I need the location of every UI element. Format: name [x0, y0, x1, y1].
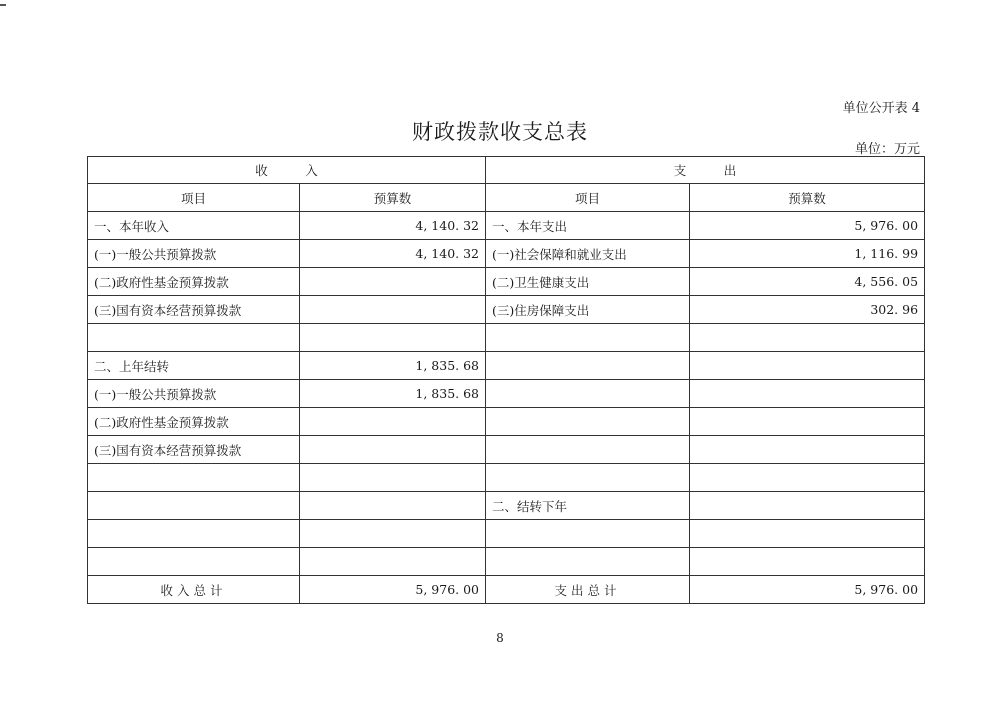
expense-value: 302. 96 [690, 296, 925, 324]
income-value [300, 324, 486, 352]
table-row [88, 408, 925, 436]
table-row [88, 240, 925, 268]
expense-value [690, 324, 925, 352]
income-value [300, 548, 486, 576]
table-row [88, 352, 925, 380]
expense-item [486, 380, 690, 408]
income-value: 4, 140. 32 [300, 212, 486, 240]
income-item: (一)一般公共预算拨款 [88, 380, 300, 408]
income-value [300, 492, 486, 520]
expense-section-header: 支 出 [486, 157, 925, 184]
expense-value [690, 464, 925, 492]
expense-value: 1, 116. 99 [690, 240, 925, 268]
income-budget-header: 预算数 [300, 184, 486, 212]
table-row [88, 548, 925, 576]
income-section-header: 收 入 [88, 157, 486, 184]
expense-value [690, 408, 925, 436]
income-item [88, 492, 300, 520]
expense-item [486, 408, 690, 436]
income-value [300, 408, 486, 436]
table-row [88, 296, 925, 324]
income-item: (三)国有资本经营预算拨款 [88, 436, 300, 464]
budget-summary-table [87, 156, 925, 604]
expense-value [690, 352, 925, 380]
expense-item [486, 464, 690, 492]
income-item: (三)国有资本经营预算拨款 [88, 296, 300, 324]
expense-item [486, 436, 690, 464]
expense-value [690, 380, 925, 408]
scan-corner-mark [0, 4, 6, 6]
expense-item [486, 352, 690, 380]
expense-value [690, 492, 925, 520]
income-item [88, 464, 300, 492]
totals-row [88, 576, 925, 604]
income-value [300, 268, 486, 296]
table-row [88, 436, 925, 464]
income-value [300, 464, 486, 492]
income-value: 1, 835. 68 [300, 352, 486, 380]
expense-item [486, 324, 690, 352]
table-row [88, 380, 925, 408]
table-row [88, 268, 925, 296]
expense-value [690, 436, 925, 464]
column-header-row [88, 184, 925, 212]
income-item: (二)政府性基金预算拨款 [88, 268, 300, 296]
income-item: (二)政府性基金预算拨款 [88, 408, 300, 436]
income-item [88, 548, 300, 576]
table-row [88, 492, 925, 520]
expense-item-header: 项目 [486, 184, 690, 212]
income-item-header: 项目 [88, 184, 300, 212]
expense-item: (二)卫生健康支出 [486, 268, 690, 296]
expense-value: 4, 556. 05 [690, 268, 925, 296]
income-value [300, 296, 486, 324]
expense-total-value: 5, 976. 00 [690, 576, 925, 604]
form-code: 单位公开表 4 [842, 101, 920, 116]
income-total-value: 5, 976. 00 [300, 576, 486, 604]
income-item: 一、本年收入 [88, 212, 300, 240]
table-row [88, 464, 925, 492]
income-value [300, 436, 486, 464]
table-row [88, 212, 925, 240]
page-number: 8 [496, 631, 504, 645]
table-row [88, 324, 925, 352]
income-item [88, 324, 300, 352]
income-value: 1, 835. 68 [300, 380, 486, 408]
expense-item: (一)社会保障和就业支出 [486, 240, 690, 268]
section-header-row [88, 157, 925, 184]
income-item [88, 520, 300, 548]
income-value [300, 520, 486, 548]
expense-item: 一、本年支出 [486, 212, 690, 240]
unit-label: 单位：万元 [854, 142, 920, 157]
expense-item [486, 520, 690, 548]
table-row [88, 520, 925, 548]
expense-value [690, 548, 925, 576]
expense-budget-header: 预算数 [690, 184, 925, 212]
income-item: (一)一般公共预算拨款 [88, 240, 300, 268]
income-value: 4, 140. 32 [300, 240, 486, 268]
income-total-label: 收入总计 [88, 576, 300, 604]
page-title: 财政拨款收支总表 [412, 120, 588, 144]
expense-total-label: 支出总计 [486, 576, 690, 604]
expense-value: 5, 976. 00 [690, 212, 925, 240]
expense-value [690, 520, 925, 548]
expense-item [486, 548, 690, 576]
expense-item: (三)住房保障支出 [486, 296, 690, 324]
income-item: 二、上年结转 [88, 352, 300, 380]
expense-item: 二、结转下年 [486, 492, 690, 520]
